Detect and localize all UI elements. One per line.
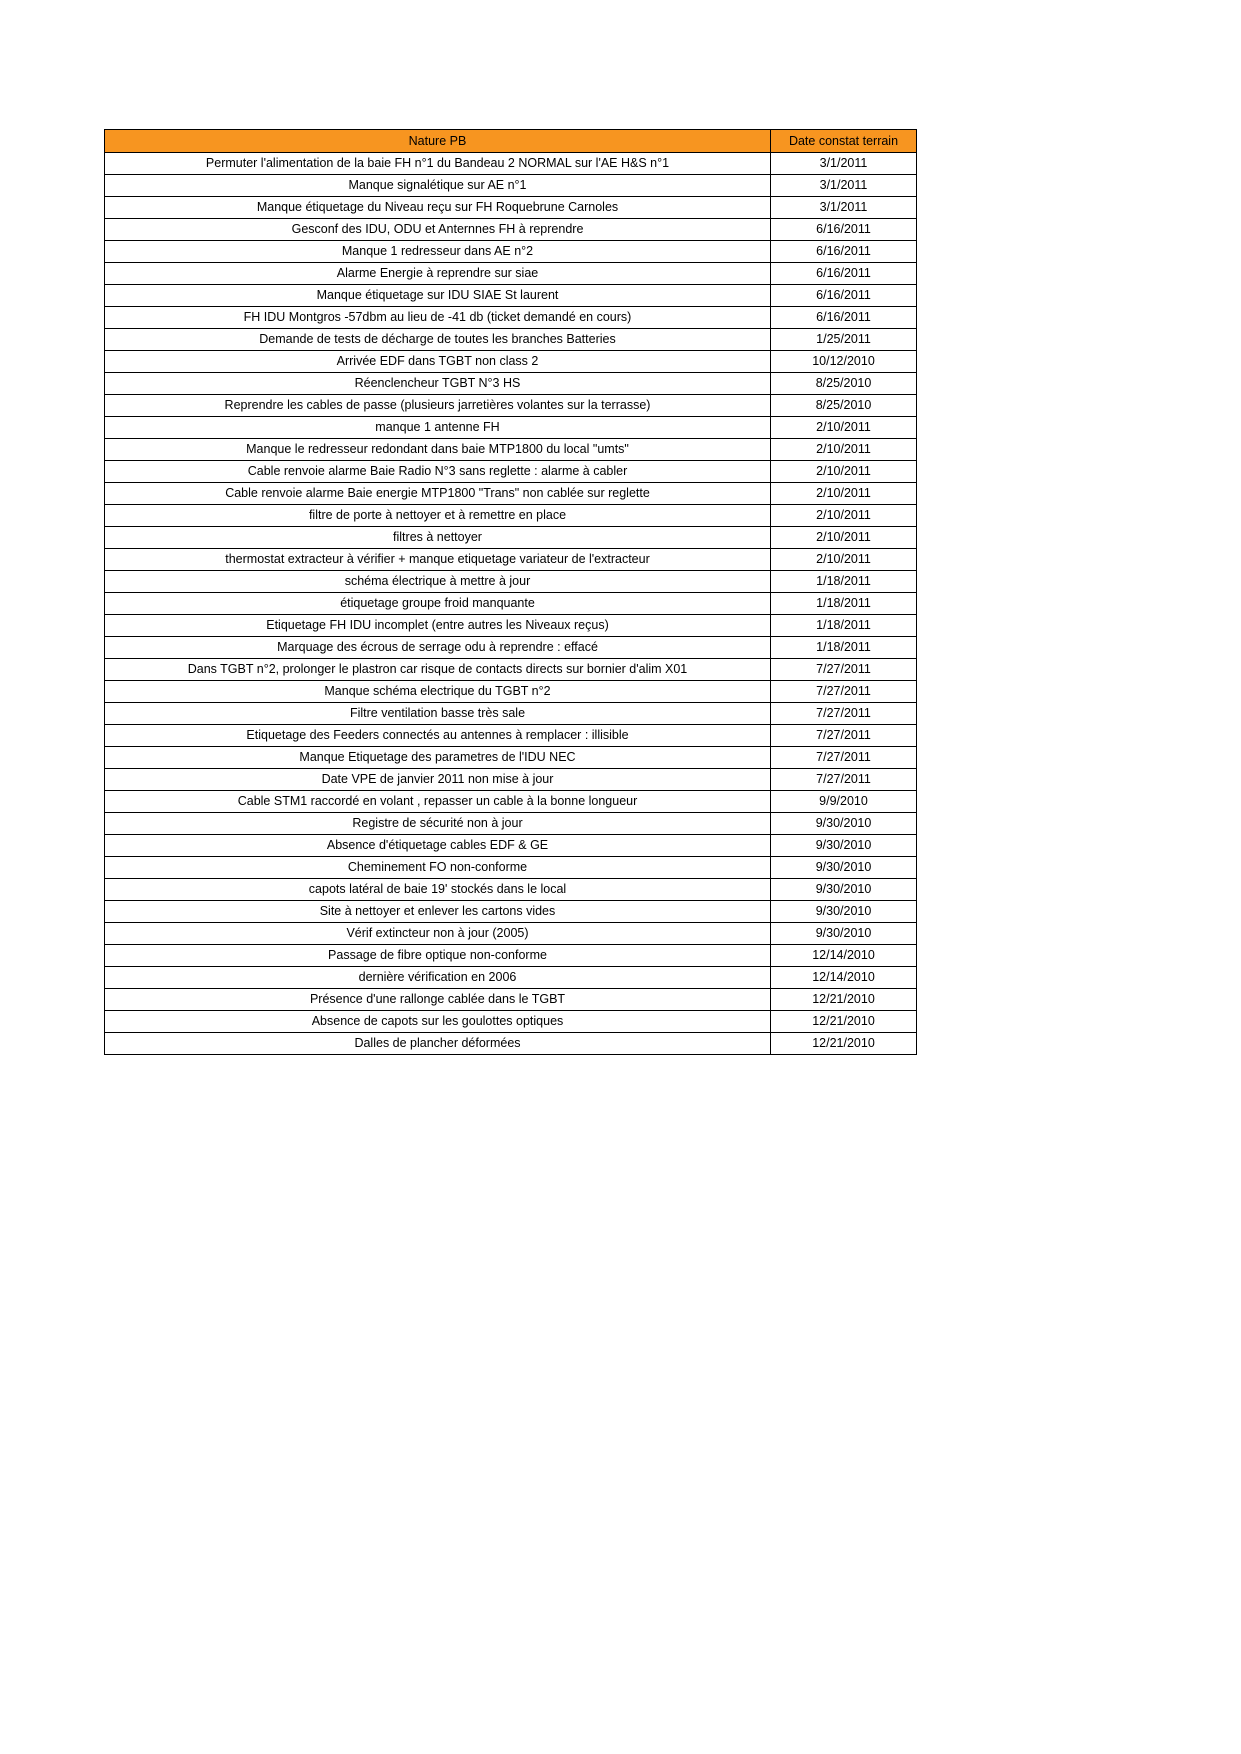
table-row: [105, 219, 917, 241]
cell-date-constat-terrain: 6/16/2011: [771, 241, 917, 263]
table-row: [105, 439, 917, 461]
cell-nature-pb: Cable STM1 raccordé en volant , repasser un cable à la bonne longueur: [105, 791, 771, 813]
cell-date-constat-terrain: 2/10/2011: [771, 505, 917, 527]
cell-date-constat-terrain: 6/16/2011: [771, 285, 917, 307]
cell-date-constat-terrain: 3/1/2011: [771, 175, 917, 197]
cell-nature-pb: Gesconf des IDU, ODU et Anternnes FH à reprendre: [105, 219, 771, 241]
cell-nature-pb: Filtre ventilation basse très sale: [105, 703, 771, 725]
cell-date-constat-terrain: 1/25/2011: [771, 329, 917, 351]
table-row: [105, 593, 917, 615]
cell-nature-pb: Registre de sécurité non à jour: [105, 813, 771, 835]
table-row: [105, 835, 917, 857]
cell-date-constat-terrain: 10/12/2010: [771, 351, 917, 373]
cell-nature-pb: Manque 1 redresseur dans AE n°2: [105, 241, 771, 263]
table-row: [105, 307, 917, 329]
cell-nature-pb: Cable renvoie alarme Baie Radio N°3 sans reglette : alarme à cabler: [105, 461, 771, 483]
table-row: [105, 989, 917, 1011]
cell-nature-pb: Cheminement FO non-conforme: [105, 857, 771, 879]
cell-nature-pb: manque 1 antenne FH: [105, 417, 771, 439]
cell-date-constat-terrain: 1/18/2011: [771, 637, 917, 659]
table-row: [105, 373, 917, 395]
cell-date-constat-terrain: 1/18/2011: [771, 571, 917, 593]
cell-date-constat-terrain: 7/27/2011: [771, 747, 917, 769]
cell-date-constat-terrain: 2/10/2011: [771, 483, 917, 505]
table-row: [105, 285, 917, 307]
table-row: [105, 725, 917, 747]
cell-nature-pb: Manque signalétique sur AE n°1: [105, 175, 771, 197]
table-row: [105, 1011, 917, 1033]
cell-nature-pb: étiquetage groupe froid manquante: [105, 593, 771, 615]
cell-nature-pb: Manque Etiquetage des parametres de l'IDU NEC: [105, 747, 771, 769]
cell-date-constat-terrain: 7/27/2011: [771, 725, 917, 747]
nature-pb-table: [104, 129, 917, 1055]
table-row: [105, 879, 917, 901]
table-row: [105, 967, 917, 989]
cell-nature-pb: FH IDU Montgros -57dbm au lieu de -41 db (ticket demandé en cours): [105, 307, 771, 329]
cell-date-constat-terrain: 2/10/2011: [771, 439, 917, 461]
cell-date-constat-terrain: 1/18/2011: [771, 593, 917, 615]
cell-nature-pb: Arrivée EDF dans TGBT non class 2: [105, 351, 771, 373]
cell-date-constat-terrain: 2/10/2011: [771, 417, 917, 439]
cell-nature-pb: Vérif extincteur non à jour (2005): [105, 923, 771, 945]
cell-nature-pb: Etiquetage des Feeders connectés au antennes à remplacer : illisible: [105, 725, 771, 747]
table-row: [105, 615, 917, 637]
cell-nature-pb: Marquage des écrous de serrage odu à reprendre : effacé: [105, 637, 771, 659]
cell-date-constat-terrain: 12/21/2010: [771, 1033, 917, 1055]
table-row: [105, 483, 917, 505]
cell-nature-pb: Reprendre les cables de passe (plusieurs jarretières volantes sur la terrasse): [105, 395, 771, 417]
table-header: [105, 130, 917, 153]
cell-date-constat-terrain: 6/16/2011: [771, 219, 917, 241]
cell-date-constat-terrain: 8/25/2010: [771, 395, 917, 417]
table-row: [105, 703, 917, 725]
cell-date-constat-terrain: 6/16/2011: [771, 263, 917, 285]
cell-nature-pb: Manque schéma electrique du TGBT n°2: [105, 681, 771, 703]
table-row: [105, 175, 917, 197]
table-row: [105, 197, 917, 219]
table-row: [105, 417, 917, 439]
cell-nature-pb: capots latéral de baie 19' stockés dans le local: [105, 879, 771, 901]
cell-nature-pb: Présence d'une rallonge cablée dans le TGBT: [105, 989, 771, 1011]
cell-nature-pb: filtres à nettoyer: [105, 527, 771, 549]
cell-date-constat-terrain: 2/10/2011: [771, 549, 917, 571]
table-row: [105, 637, 917, 659]
cell-nature-pb: Manque étiquetage du Niveau reçu sur FH Roquebrune Carnoles: [105, 197, 771, 219]
cell-nature-pb: Alarme Energie à reprendre sur siae: [105, 263, 771, 285]
table-row: [105, 857, 917, 879]
table-row: [105, 659, 917, 681]
cell-nature-pb: Site à nettoyer et enlever les cartons vides: [105, 901, 771, 923]
cell-nature-pb: thermostat extracteur à vérifier + manque etiquetage variateur de l'extracteur: [105, 549, 771, 571]
cell-nature-pb: Absence d'étiquetage cables EDF & GE: [105, 835, 771, 857]
cell-date-constat-terrain: 2/10/2011: [771, 461, 917, 483]
cell-nature-pb: Réenclencheur TGBT N°3 HS: [105, 373, 771, 395]
cell-date-constat-terrain: 8/25/2010: [771, 373, 917, 395]
cell-date-constat-terrain: 7/27/2011: [771, 659, 917, 681]
table-row: [105, 923, 917, 945]
cell-nature-pb: filtre de porte à nettoyer et à remettre en place: [105, 505, 771, 527]
cell-nature-pb: Demande de tests de décharge de toutes les branches Batteries: [105, 329, 771, 351]
column-header-nature-pb: Nature PB: [105, 130, 771, 153]
cell-date-constat-terrain: 2/10/2011: [771, 527, 917, 549]
table-row: [105, 505, 917, 527]
cell-nature-pb: Etiquetage FH IDU incomplet (entre autres les Niveaux reçus): [105, 615, 771, 637]
cell-nature-pb: schéma électrique à mettre à jour: [105, 571, 771, 593]
table-row: [105, 769, 917, 791]
table-row: [105, 241, 917, 263]
table-row: [105, 153, 917, 175]
cell-date-constat-terrain: 9/30/2010: [771, 857, 917, 879]
table-row: [105, 945, 917, 967]
cell-date-constat-terrain: 9/30/2010: [771, 813, 917, 835]
cell-date-constat-terrain: 1/18/2011: [771, 615, 917, 637]
table-row: [105, 461, 917, 483]
table-row: [105, 1033, 917, 1055]
cell-nature-pb: Date VPE de janvier 2011 non mise à jour: [105, 769, 771, 791]
cell-nature-pb: Manque étiquetage sur IDU SIAE St laurent: [105, 285, 771, 307]
cell-date-constat-terrain: 9/30/2010: [771, 879, 917, 901]
cell-date-constat-terrain: 9/9/2010: [771, 791, 917, 813]
table-header-row: [105, 130, 917, 153]
table-row: [105, 395, 917, 417]
table-row: [105, 571, 917, 593]
cell-nature-pb: Permuter l'alimentation de la baie FH n°1 du Bandeau 2 NORMAL sur l'AE H&S n°1: [105, 153, 771, 175]
cell-date-constat-terrain: 12/14/2010: [771, 967, 917, 989]
table-row: [105, 747, 917, 769]
cell-nature-pb: Passage de fibre optique non-conforme: [105, 945, 771, 967]
cell-nature-pb: Dans TGBT n°2, prolonger le plastron car risque de contacts directs sur bornier d'alim X01: [105, 659, 771, 681]
cell-date-constat-terrain: 9/30/2010: [771, 901, 917, 923]
table-row: [105, 681, 917, 703]
table-row: [105, 351, 917, 373]
table-row: [105, 813, 917, 835]
cell-nature-pb: Dalles de plancher déformées: [105, 1033, 771, 1055]
table-body: [105, 153, 917, 1055]
cell-date-constat-terrain: 7/27/2011: [771, 769, 917, 791]
cell-date-constat-terrain: 9/30/2010: [771, 923, 917, 945]
cell-date-constat-terrain: 6/16/2011: [771, 307, 917, 329]
column-header-date-constat-terrain: Date constat terrain: [771, 130, 917, 153]
cell-nature-pb: Absence de capots sur les goulottes optiques: [105, 1011, 771, 1033]
cell-date-constat-terrain: 12/14/2010: [771, 945, 917, 967]
cell-nature-pb: Cable renvoie alarme Baie energie MTP1800 "Trans" non cablée sur reglette: [105, 483, 771, 505]
table-row: [105, 527, 917, 549]
table-container: [104, 129, 916, 1055]
table-row: [105, 901, 917, 923]
cell-date-constat-terrain: 7/27/2011: [771, 681, 917, 703]
cell-date-constat-terrain: 9/30/2010: [771, 835, 917, 857]
cell-nature-pb: Manque le redresseur redondant dans baie MTP1800 du local "umts": [105, 439, 771, 461]
cell-date-constat-terrain: 3/1/2011: [771, 197, 917, 219]
cell-date-constat-terrain: 12/21/2010: [771, 1011, 917, 1033]
table-row: [105, 791, 917, 813]
table-row: [105, 329, 917, 351]
table-row: [105, 263, 917, 285]
cell-date-constat-terrain: 12/21/2010: [771, 989, 917, 1011]
cell-date-constat-terrain: 7/27/2011: [771, 703, 917, 725]
table-row: [105, 549, 917, 571]
cell-date-constat-terrain: 3/1/2011: [771, 153, 917, 175]
cell-nature-pb: dernière vérification en 2006: [105, 967, 771, 989]
